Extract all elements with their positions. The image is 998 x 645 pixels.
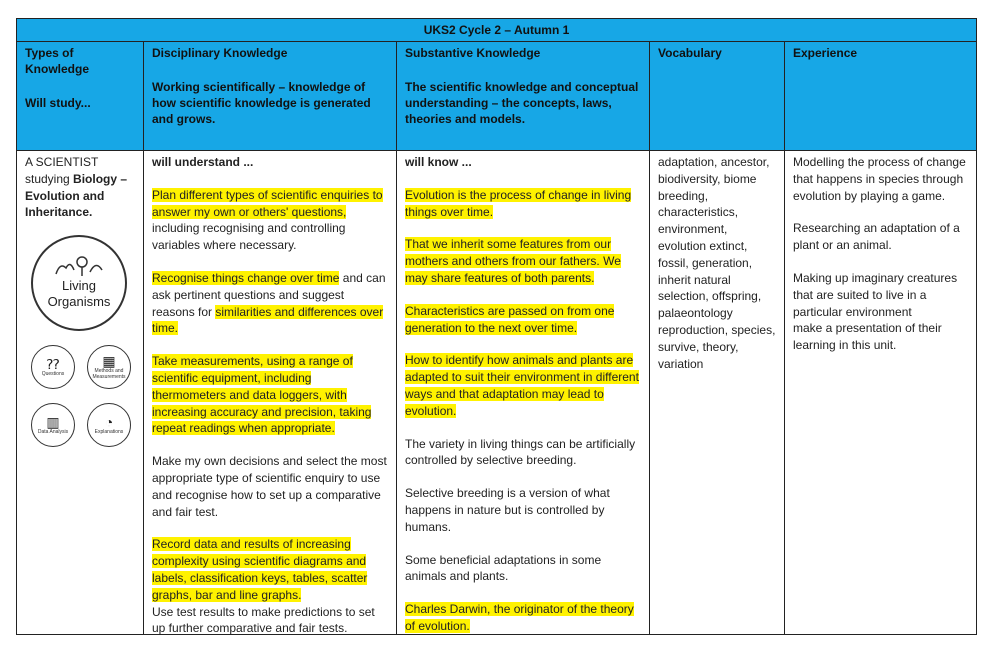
explanations-glyph: ◔: [104, 414, 114, 431]
experience-cell: [784, 151, 978, 634]
explanations-icon: [87, 403, 131, 447]
disciplinary-item: Take measurements, using a range of scientific equipment, including thermometers and data loggers, with increasing accuracy and precision, taking repeat readings when appropriate.: [152, 354, 372, 436]
types-intro: A SCIENTIST studying: [25, 155, 99, 186]
table-title: UKS2 Cycle 2 – Autumn 1: [17, 19, 976, 42]
header-disciplinary-title: Disciplinary Knowledge: [152, 46, 288, 60]
substantive-item: Charles Darwin, the originator of the theory of evolution.: [405, 602, 634, 633]
substantive-item: How to identify how animals and plants are adapted to suit their environment in different ways and that adaptation may lead to evolution.: [405, 353, 639, 418]
types-cell: [17, 151, 143, 634]
icon-group: [25, 235, 135, 447]
methods-icon: [87, 345, 131, 389]
header-disciplinary-sub: Working scientifically – knowledge of how scientific knowledge is generated and grows.: [152, 80, 371, 126]
living-organisms-icon: [31, 235, 127, 331]
substantive-item: Evolution is the process of change in living things over time.: [405, 187, 632, 219]
substantive-item: The variety in living things can be artificially controlled by selective breeding.: [405, 436, 636, 468]
header-vocabulary: [649, 42, 784, 150]
plant-animal-icon: [52, 254, 106, 278]
substantive-item: Characteristics are passed on from one generation to the next over time.: [405, 303, 615, 335]
header-experience-title: Experience: [793, 46, 858, 60]
curriculum-table: [16, 18, 977, 635]
data-analysis-icon: [31, 403, 75, 447]
methods-glyph: ▦: [102, 353, 116, 370]
icon-row-2: [31, 403, 135, 447]
substantive-cell: [396, 151, 649, 634]
experience-item: make a presentation of their learning in this unit.: [793, 321, 942, 353]
data-analysis-glyph: ▥: [46, 414, 60, 431]
header-types-sub: Will study...: [25, 96, 91, 110]
data-analysis-label: Data Analysis: [37, 429, 69, 436]
types-subject: Biology – Evolution and Inheritance.: [25, 171, 128, 220]
header-substantive-sub: The scientific knowledge and conceptual understanding – the concepts, laws, theories and models.: [405, 80, 639, 126]
disciplinary-item: Plan different types of scientific enquiries to answer my own or others' questions, including recognising and controlling variables where necessary.: [152, 187, 383, 253]
questions-glyph: ⁇: [46, 356, 60, 373]
header-types-title: Types of Knowledge: [25, 46, 90, 76]
types-text: [25, 154, 135, 221]
header-types: [17, 42, 143, 150]
header-experience: [784, 42, 978, 150]
disciplinary-lead: will understand ...: [152, 155, 254, 169]
explanations-label: Explanations: [94, 429, 124, 436]
header-vocabulary-title: Vocabulary: [658, 46, 722, 60]
disciplinary-item: Recognise things change over time and can ask pertinent questions and suggest reasons for similarities and differences over time.: [152, 270, 386, 336]
header-substantive-title: Substantive Knowledge: [405, 46, 541, 60]
substantive-item: Some beneficial adaptations in some animals and plants.: [405, 552, 602, 584]
disciplinary-item: Use test results to make predictions to set up further comparative and fair tests.: [152, 604, 375, 636]
vocabulary-cell: [649, 151, 784, 634]
disciplinary-item: Record data and results of increasing complexity using scientific diagrams and labels, classification keys, tables, scatter graphs, bar and line graphs.: [152, 537, 368, 602]
disciplinary-item: Make my own decisions and select the most appropriate type of scientific enquiry to use and recognise how to set up a comparative and fair test.: [152, 454, 387, 519]
header-row: [17, 42, 976, 151]
body-row: [17, 151, 976, 634]
substantive-lead: will know ...: [405, 155, 472, 169]
experience-item: Researching an adaptation of a plant or an animal.: [793, 221, 960, 253]
disciplinary-cell: [143, 151, 396, 634]
experience-item: Modelling the process of change that happens in species through evolution by playing a game.: [793, 155, 966, 203]
header-substantive: [396, 42, 649, 150]
vocabulary-text: adaptation, ancestor, biodiversity, biome breeding, characteristics, environment, evolution extinct, fossil, generation, inherit natural selection, offspring, palaeontology reproduction, species, survive, theory, variation: [658, 155, 776, 371]
experience-item: Making up imaginary creatures that are suited to live in a particular environment: [793, 270, 958, 319]
living-organisms-label: Living Organisms: [47, 278, 111, 310]
header-disciplinary: [143, 42, 396, 150]
questions-icon: [31, 345, 75, 389]
substantive-item: That we inherit some features from our mothers and others from our fathers. We may share features of both parents.: [405, 237, 621, 285]
icon-row-1: [31, 345, 135, 389]
questions-label: Questions: [41, 371, 65, 378]
substantive-item: Selective breeding is a version of what happens in nature but is controlled by humans.: [405, 486, 610, 534]
methods-label: Methods and Measurements: [92, 368, 126, 381]
